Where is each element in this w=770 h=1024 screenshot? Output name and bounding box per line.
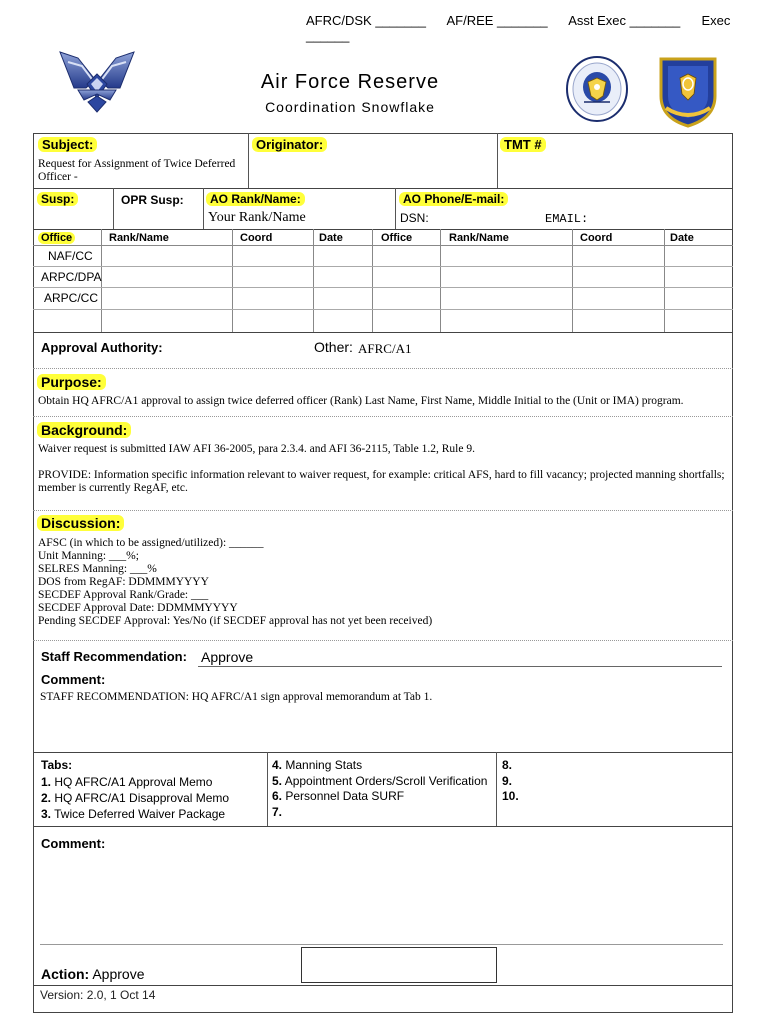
tabs-col-2 bbox=[272, 758, 487, 820]
background-label: Background: bbox=[37, 422, 131, 438]
routing-line bbox=[306, 13, 770, 43]
approval-authority-label: Approval Authority: bbox=[41, 340, 163, 355]
other-label: Other: bbox=[314, 339, 353, 355]
tab-item-1[interactable]: 1. HQ AFRC/A1 Approval Memo bbox=[41, 775, 213, 789]
discussion-line: AFSC (in which to be assigned/utilized): ______ bbox=[38, 537, 264, 549]
tab-item-2[interactable]: 2. HQ AFRC/A1 Disapproval Memo bbox=[41, 791, 230, 805]
purpose-text[interactable]: Obtain HQ AFRC/A1 approval to assign twice deferred officer (Rank) Last Name, First Name, Middle Initial to the (Unit or IMA) program. bbox=[38, 395, 684, 407]
coord-header-rank-2: Rank/Name bbox=[449, 232, 509, 244]
tab-item-8[interactable]: 8. bbox=[502, 758, 513, 772]
tab-item-6[interactable]: 6. Personnel Data SURF bbox=[272, 789, 405, 803]
tabs-col-3 bbox=[502, 758, 519, 805]
asst-exec-field[interactable]: Asst Exec _______ bbox=[568, 13, 681, 28]
coord-office-2: ARPC/DPA bbox=[41, 270, 102, 284]
coord-header-coord-2: Coord bbox=[580, 232, 613, 244]
staff-recommendation-value[interactable]: Approve bbox=[201, 649, 254, 665]
version-text: Version: 2.0, 1 Oct 14 bbox=[40, 988, 156, 1002]
action-row bbox=[41, 966, 145, 982]
afrc-shield-icon bbox=[658, 56, 718, 128]
discussion-text[interactable] bbox=[38, 537, 728, 628]
tab-item-4[interactable]: 4. Manning Stats bbox=[272, 758, 363, 772]
tabs-col-1 bbox=[41, 774, 229, 822]
subject-label: Subject: bbox=[38, 137, 97, 152]
comment-field[interactable] bbox=[38, 852, 723, 940]
staff-recommendation-label: Staff Recommendation: bbox=[41, 649, 187, 664]
discussion-line: SECDEF Approval Date: DDMMMYYYY bbox=[38, 602, 238, 614]
action-value[interactable]: Approve bbox=[92, 966, 145, 982]
coord-header-rank-1: Rank/Name bbox=[109, 232, 169, 244]
background-text-2[interactable]: PROVIDE: Information specific information relevant to waiver request, for example: critical AFS, hard to fill vacancy; projected manning shortfalls; member is currently RegAF, etc. bbox=[38, 469, 725, 494]
tmt-label: TMT # bbox=[500, 137, 546, 152]
coord-header-date-1: Date bbox=[319, 232, 343, 244]
coord-header-office-1: Office bbox=[38, 232, 75, 244]
purpose-label: Purpose: bbox=[37, 374, 106, 390]
action-label: Action: bbox=[41, 966, 90, 982]
page-title: Air Force Reserve bbox=[260, 71, 440, 93]
other-value[interactable]: AFRC/A1 bbox=[358, 341, 412, 356]
exec-field[interactable]: Exec ______ bbox=[306, 13, 731, 43]
tabs-label: Tabs: bbox=[41, 758, 73, 772]
originator-label: Originator: bbox=[252, 137, 327, 152]
email-value[interactable]: EMAIL: bbox=[545, 212, 589, 226]
background-text-1[interactable]: Waiver request is submitted IAW AFI 36-2005, para 2.3.4. and AFI 36-2115, Table 1.2, Rule 9. bbox=[38, 443, 475, 455]
staff-comment-text[interactable]: STAFF RECOMMENDATION: HQ AFRC/A1 sign approval memorandum at Tab 1. bbox=[40, 691, 433, 703]
discussion-line: SECDEF Approval Rank/Grade: ___ bbox=[38, 589, 209, 601]
af-ree-field[interactable]: AF/REE _______ bbox=[446, 13, 548, 28]
signature-box[interactable] bbox=[301, 947, 497, 983]
opr-susp-label: OPR Susp: bbox=[121, 193, 184, 207]
ao-rank-value[interactable]: Your Rank/Name bbox=[208, 210, 306, 225]
ao-rank-label: AO Rank/Name: bbox=[206, 192, 305, 206]
dsn-label[interactable]: DSN: bbox=[400, 211, 429, 225]
coord-header-coord-1: Coord bbox=[240, 232, 273, 244]
ao-phone-label: AO Phone/E-mail: bbox=[399, 192, 508, 206]
afrc-dsk-field[interactable]: AFRC/DSK _______ bbox=[306, 13, 426, 28]
discussion-line: Pending SECDEF Approval: Yes/No (if SECDEF approval has not yet been received) bbox=[38, 615, 433, 627]
discussion-label: Discussion: bbox=[37, 515, 124, 531]
tab-item-5[interactable]: 5. Appointment Orders/Scroll Verification bbox=[272, 773, 488, 788]
comment-label: Comment: bbox=[41, 836, 106, 851]
coord-office-3: ARPC/CC bbox=[44, 291, 99, 305]
discussion-line: Unit Manning: ___%; bbox=[38, 550, 139, 562]
tab-item-7[interactable]: 7. bbox=[272, 804, 283, 819]
subject-text[interactable]: Request for Assignment of Twice Deferred Officer - bbox=[38, 158, 236, 183]
page-subtitle: Coordination Snowflake bbox=[265, 99, 435, 115]
susp-label: Susp: bbox=[37, 192, 78, 206]
coord-header-date-2: Date bbox=[670, 232, 694, 244]
discussion-line: DOS from RegAF: DDMMMYYYY bbox=[38, 576, 209, 588]
coord-header-office-2: Office bbox=[381, 232, 413, 244]
discussion-line: SELRES Manning: ___% bbox=[38, 563, 157, 575]
tab-item-10[interactable]: 10. bbox=[502, 789, 519, 803]
afrc-seal-icon bbox=[566, 56, 628, 122]
tab-item-9[interactable]: 9. bbox=[502, 773, 513, 788]
tab-item-3[interactable]: 3. Twice Deferred Waiver Package bbox=[41, 807, 226, 821]
coord-office-1: NAF/CC bbox=[48, 249, 93, 263]
staff-comment-label: Comment: bbox=[41, 672, 106, 687]
